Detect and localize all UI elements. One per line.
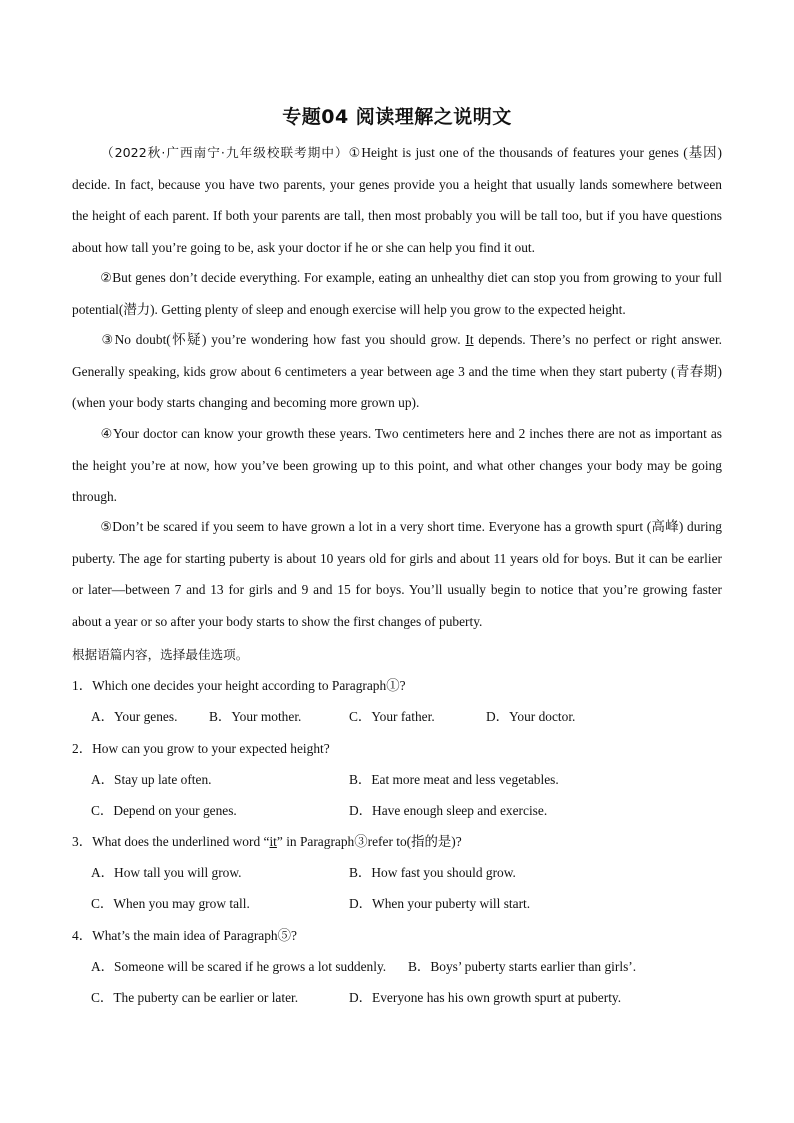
paragraph-number-4: ④ bbox=[100, 427, 113, 442]
paragraph-number-2: ② bbox=[100, 271, 113, 286]
paragraph-1-text: Height is just one of the thousands of features your genes (基因) decide. In fact, because you have two parents, your genes provide you a height that usually lands somewhere between the height of each parent. If both your parents are tall, then most probably you will be tall too, but if you have questions about how tall you’re going to be, ask your doctor if he or she can help you find it out. bbox=[72, 145, 723, 255]
question-3-option-d[interactable]: D．When your puberty will start. bbox=[349, 896, 531, 911]
question-1-option-a[interactable]: A．Your genes. bbox=[91, 709, 178, 724]
question-4-option-b[interactable]: B．Boys’ puberty starts earlier than girls’. bbox=[408, 959, 637, 974]
question-3-stem bbox=[72, 831, 462, 850]
question-3-stem-b: ” in Paragraph③refer to(指的是)? bbox=[276, 834, 462, 849]
paragraph-3-text-b: depends. There’s no perfect or right answer. Generally speaking, kids grow about 6 centimeters a year between age 3 and the time when they start puberty (青春期) (when your body starts changing and becoming more grown up). bbox=[72, 332, 723, 411]
paragraph-number-3: ③ bbox=[100, 333, 115, 348]
question-3-stem-a: 3．What does the underlined word “ bbox=[72, 834, 270, 849]
question-1-option-d[interactable]: D．Your doctor. bbox=[486, 709, 576, 724]
question-1-option-b[interactable]: B．Your mother. bbox=[209, 709, 302, 724]
paragraph-number-1: ① bbox=[348, 146, 362, 161]
paragraph-number-5: ⑤ bbox=[100, 520, 113, 535]
source-note: （2022秋·广西南宁·九年级校联考期中） bbox=[100, 145, 349, 160]
question-1-option-c[interactable]: C．Your father. bbox=[349, 709, 435, 724]
question-4-option-c[interactable]: C．The puberty can be earlier or later. bbox=[91, 990, 299, 1005]
question-2-option-b[interactable]: B．Eat more meat and less vegetables. bbox=[349, 772, 559, 787]
underlined-word-it: It bbox=[465, 332, 474, 347]
paragraph-2 bbox=[72, 262, 722, 325]
paragraph-1 bbox=[72, 137, 722, 263]
question-3-option-c[interactable]: C．When you may grow tall. bbox=[91, 896, 250, 911]
paragraph-5 bbox=[72, 511, 722, 637]
paragraph-2-text: But genes don’t decide everything. For example, eating an unhealthy diet can stop you from growing to your full potential(潜力). Getting plenty of sleep and enough exercise will help you grow to the expected height. bbox=[72, 270, 722, 318]
paragraph-3-text-a: No doubt(怀疑) you’re wondering how fast you should grow. bbox=[114, 332, 466, 347]
question-1-stem: 1．Which one decides your height according to Paragraph①? bbox=[72, 678, 406, 693]
page-title: 专题04 阅读理解之说明文 bbox=[282, 106, 512, 128]
question-2-option-d[interactable]: D．Have enough sleep and exercise. bbox=[349, 803, 548, 818]
question-2-option-a[interactable]: A．Stay up late often. bbox=[91, 772, 212, 787]
question-3-underlined-it: it bbox=[269, 834, 277, 849]
question-4-stem: 4．What’s the main idea of Paragraph⑤? bbox=[72, 928, 297, 943]
question-2-option-c[interactable]: C．Depend on your genes. bbox=[91, 803, 237, 818]
paragraph-3 bbox=[72, 324, 722, 419]
paragraph-4-text: Your doctor can know your growth these years. Two centimeters here and 2 inches there are not as important as the height you’re at now, how you’ve been growing up to this point, and what other changes your body may be going through. bbox=[72, 426, 722, 505]
question-3-option-b[interactable]: B．How fast you should grow. bbox=[349, 865, 516, 880]
instruction-text: 根据语篇内容，选择最佳选项。 bbox=[72, 647, 249, 662]
paragraph-4 bbox=[72, 418, 722, 513]
question-4-option-d[interactable]: D．Everyone has his own growth spurt at puberty. bbox=[349, 990, 622, 1005]
paragraph-5-text: Don’t be scared if you seem to have grown a lot in a very short time. Everyone has a growth spurt (高峰) during puberty. The age for starting puberty is about 10 years old for girls and about 11 years old for boys. But it can be earlier or later—between 7 and 13 for girls and 9 and 15 for boys. You’ll usually begin to notice that you’re growing faster about a year or so after your body starts to show the first changes of puberty. bbox=[72, 519, 723, 629]
question-4-option-a[interactable]: A．Someone will be scared if he grows a lot suddenly. bbox=[91, 959, 387, 974]
question-3-option-a[interactable]: A．How tall you will grow. bbox=[91, 865, 242, 880]
question-2-stem: 2．How can you grow to your expected height? bbox=[72, 741, 330, 756]
